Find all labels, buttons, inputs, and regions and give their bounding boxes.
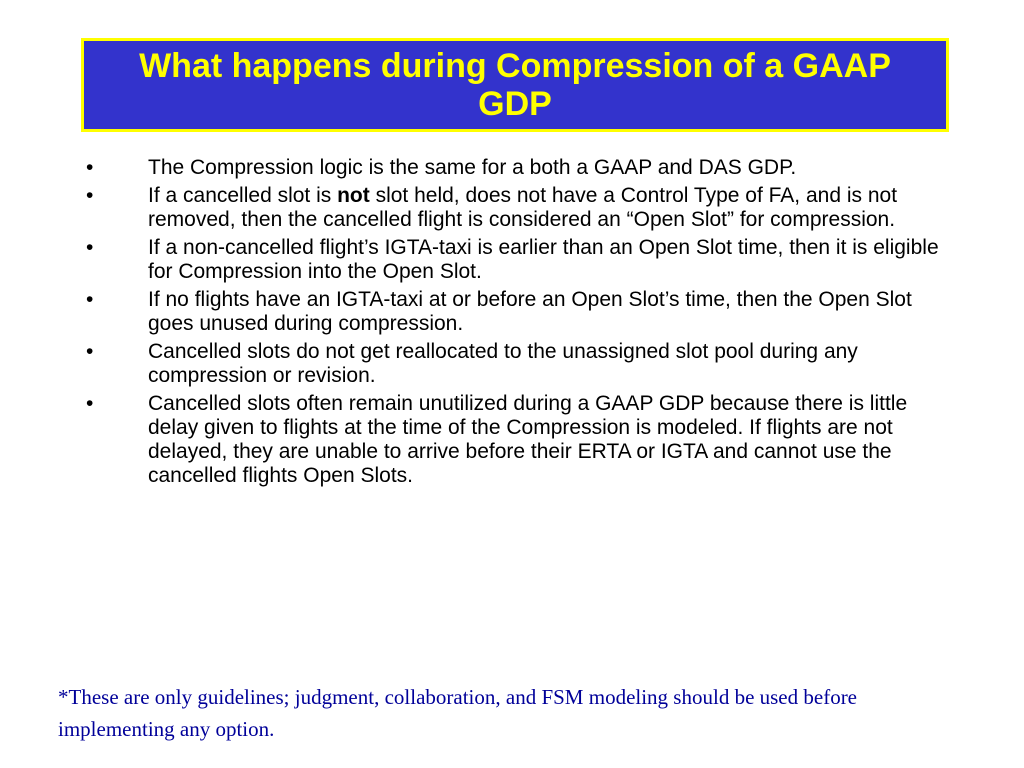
- bullet-list: [82, 156, 942, 492]
- bullet-text: Cancelled slots often remain unutilized during a GAAP GDP because there is little delay given to flights at the time of the Compression is modeled. If flights are not delayed, they are unable to arrive before their ERTA or IGTA and cannot use the cancelled flights Open Slots.: [148, 392, 908, 487]
- bullet-item: [82, 184, 942, 232]
- bullet-item: [82, 236, 942, 284]
- bullet-item: [82, 156, 942, 180]
- bullet-text-post: slot held, does not have a Control Type of FA, and is not removed, then the cancelled flight is considered an “Open Slot” for compression.: [148, 184, 898, 231]
- bullet-emphasis: not: [337, 184, 370, 207]
- bullet-marker: •: [86, 340, 94, 363]
- bullet-text: The Compression logic is the same for a both a GAAP and DAS GDP.: [148, 156, 797, 179]
- bullet-text: Cancelled slots do not get reallocated to the unassigned slot pool during any compression or revision.: [148, 340, 858, 387]
- bullet-marker: •: [86, 156, 94, 179]
- bullet-item: [82, 288, 942, 336]
- bullet-marker: •: [86, 236, 94, 259]
- bullet-text: If no flights have an IGTA-taxi at or before an Open Slot’s time, then the Open Slot goes unused during compression.: [148, 288, 912, 335]
- slide-title: What happens during Compression of a GAAP GDP: [139, 47, 891, 123]
- bullet-marker: •: [86, 184, 94, 207]
- bullet-text-pre: If a cancelled slot is: [148, 184, 338, 207]
- bullet-marker: •: [86, 288, 94, 311]
- bullet-marker: •: [86, 392, 94, 415]
- bullet-item: [82, 340, 942, 388]
- slide-title-box: [81, 38, 949, 132]
- bullet-item: [82, 392, 942, 488]
- bullet-text: If a non-cancelled flight’s IGTA-taxi is earlier than an Open Slot time, then it is eligible for Compression into the Open Slot.: [148, 236, 939, 283]
- footnote: *These are only guidelines; judgment, collaboration, and FSM modeling should be used before implementing any option.: [58, 685, 858, 741]
